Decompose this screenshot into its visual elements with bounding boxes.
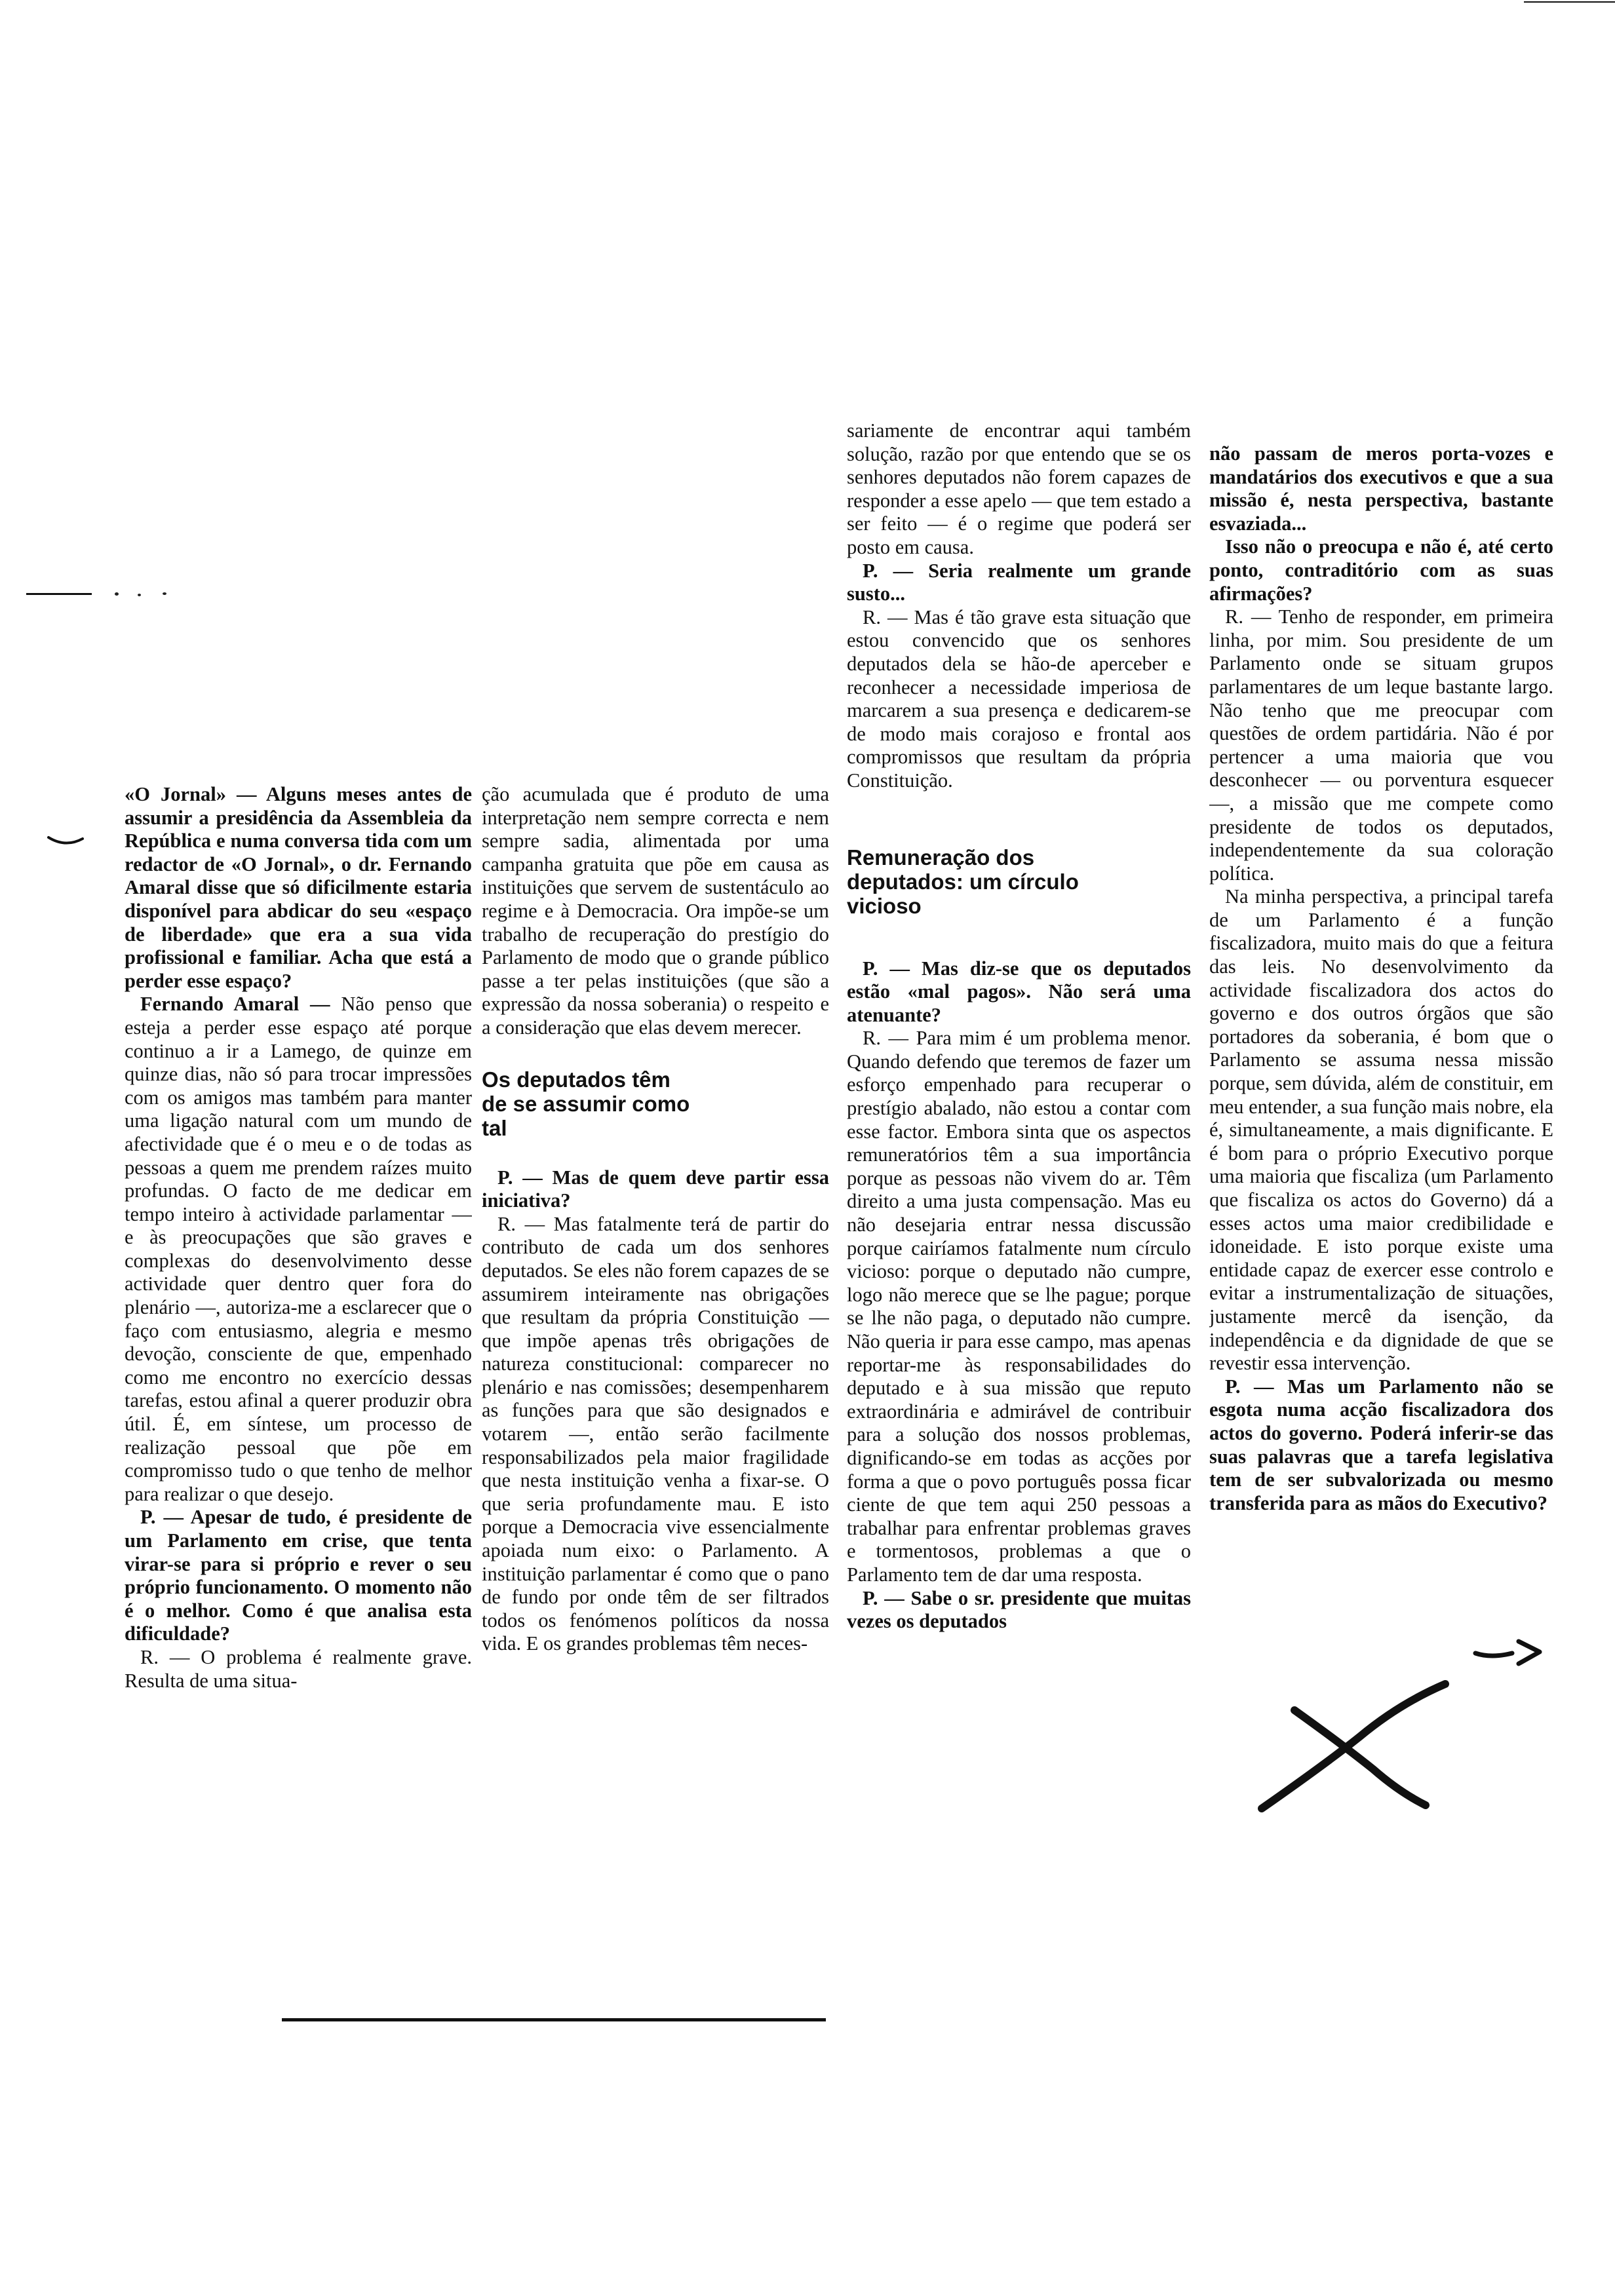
question-4: P. — Seria realmente um grande susto...	[847, 559, 1191, 605]
answer-2-start: R. — O problema é realmente grave. Resulta de uma situa-	[125, 1645, 472, 1692]
intro-answer	[125, 993, 472, 1506]
answer-7: R. — Tenho de responder, em primeira linha, por mim. Sou presidente de um Parlamento onde se situam grupos parlamentares de um leque bastante largo. Não tenho que me preocupar com questões de ordem partidária. Não é por pertencer a uma maioria que vou desconhecer — ou porventura esquecer —, a missão que me compete como presidente de todos os deputados, independentemente da sua coloração política.	[1209, 605, 1553, 885]
speaker-name: Fernando Amaral —	[140, 993, 330, 1016]
subheading-deputados: Os deputados têm de se assumir como tal	[482, 1067, 690, 1140]
margin-speck	[138, 594, 141, 596]
handwritten-cross-mark	[1249, 1671, 1465, 1822]
question-6-continued: não passam de meros porta-vozes e mandatários dos executivos e que a sua missão é, nesta perspectiva, bastante esvaziada...	[1209, 442, 1553, 535]
column-4	[1209, 442, 1553, 1825]
answer-5: R. — Para mim é um problema menor. Quando defendo que teremos de fazer um esforço empenhado para recuperar o prestígio abalado, não estou a contar com esse factor. Embora sinta que os aspectos remuneratórios têm a sua importância porque as pessoas não vivem do ar. Têm direito a uma justa compensação. Mas eu não desejaria entrar nessa discussão porque cairíamos fatalmente num círculo vicioso: porque o deputado não cumpre, logo não merece que se lhe pague; porque se lhe não paga, o deputado não cumpre. Não queria ir para esse campo, mas apenas reportar-me às responsabilidades do deputado e à sua missão que reputo extraordinária e admirável de contribuir para a solução dos nossos problemas, dignificando-se em todas as acções por forma a que o povo português possa ficar ciente de que tem aqui 250 pessoas a trabalhar para enfrentar problemas graves e tormentosos, problemas a que o Parlamento tem de dar uma resposta.	[847, 1027, 1191, 1586]
subheading-remuneracao: Remuneração dos deputados: um círculo vicioso	[847, 845, 1079, 918]
answer-text: Não penso que esteja a perder esse espaço até porque continuo a ir a Lamego, de quinze em quinze dias, não só para trocar impressões com os amigos mas também para manter uma ligação natural com um mundo de afectividade que é o meu e o de todas as pessoas a quem me prendem raízes muito profundas. O facto de me dedicar em tempo inteiro à actividade parlamentar — e às preocupações que são graves e complexas do desenvolvimento desse actividade quer dentro quer fora do plenário —, autoriza-me a esclarecer que o faço com entusiasmo, alegria e mesmo devoção, consciente de que, empenhado como me encontro no exercício dessas tarefas, estou afinal a querer produzir obra útil. É, em síntese, um processo de realização pessoal que põe em compromisso tudo o que tenho de melhor para realizar o que desejo.	[125, 993, 472, 1505]
answer-3-continued: sariamente de encontrar aqui também solução, razão por que entendo que se os senhores deputados não forem capazes de responder a esse apelo — que tem estado a ser feito — é o regime que poderá ser posto em causa.	[847, 419, 1191, 558]
intro-question: «O Jornal» — Alguns meses antes de assumir a presidência da Assembleia da República e numa conversa tida com um redactor de «O Jornal», o dr. Fernando Amaral disse que só dificilmente estaria disponível para abdicar do seu «espaço de liberdade» que era a sua vida profissional e familiar. Acha que está a perder esse espaço?	[125, 783, 472, 992]
answer-2-continued: ção acumulada que é produto de uma interpretação nem sempre correcta e nem sempre sadia, alimentada por uma campanha gratuita que põe em causa as instituições que servem de sustentáculo ao regime e à Democracia. Ora impõe-se um trabalho de recuperação do prestígio do Parlamento de modo que o grande público passe a ter pelas instituições (que são a expressão da nossa soberania) o respeito e a consideração que elas devem merecer.	[482, 783, 829, 1039]
answer-3: R. — Mas fatalmente terá de partir do contributo de cada um dos senhores deputados. Se eles não forem capazes de se assumirem inteiramente nas obrigações que resultam da própria Constituição — que impõe apenas três obrigações de natureza constitucional: comparecer no plenário e nas comissões; desempenharem as funções para que são designados e votarem —, então serão facilmente responsabilizados pela maior fragilidade que nesta instituição venha a fixar-se. O que seria profundamente mau. E isto porque a Democracia vive essencialmente apoiada num eixo: o Parlamento. A instituição parlamentar é como que o pano de fundo por onde têm de ser filtrados todos os fenómenos políticos da nossa vida. E os grandes problemas têm neces-	[482, 1212, 829, 1655]
answer-4: R. — Mas é tão grave esta situação que estou convencido que os senhores deputados dela se hão-de aperceber e reconhecer a necessidade imperiosa de marcarem a sua presença e dedicarem-se de modo mais corajoso e frontal aos compromissos que resultam da própria Constituição.	[847, 605, 1191, 792]
question-2: P. — Apesar de tudo, é presidente de um Parlamento em crise, que tenta virar-se para si próprio e rever o seu próprio funcionamento. O momento não é o melhor. Como é que analisa esta dificuldade?	[125, 1506, 472, 1645]
column-1	[125, 783, 472, 1776]
question-3: P. — Mas de quem deve partir essa iniciativa?	[482, 1166, 829, 1212]
question-7: Isso não o preocupa e não é, até certo ponto, contraditório com as suas afirmações?	[1209, 535, 1553, 605]
question-8: P. — Mas um Parlamento não se esgota numa acção fiscalizadora dos actos do governo. Poderá inferir-se das suas palavras que a tarefa legislativa tem de ser subvalorizada ou mesmo transferida para as mãos do Executivo?	[1209, 1375, 1553, 1514]
question-6: P. — Sabe o sr. presidente que muitas vezes os deputados	[847, 1586, 1191, 1633]
bottom-rule	[282, 2018, 826, 2021]
right-margin-arrow	[1471, 1635, 1547, 1671]
answer-7-part-2: Na minha perspectiva, a principal tarefa de um Parlamento é a função fiscalizadora, muito mais do que a feitura das leis. No desenvolvimento da actividade fiscalizadora dos actos do governo e dos outros órgãos que são portadores da soberania, é bom que o Parlamento se assuma nessa missão porque, sem dúvida, além de constituir, em meu entender, a sua função mais nobre, ela é, simultaneamente, a mais dignificante. E é bom para o próprio Executivo porque uma maioria que fiscaliza (um Parlamento que fiscaliza os actos do Governo) dá a esses actos uma maior credibilidade e idoneidade. E isto porque existe uma entidade capaz de exercer esse controlo e evitar a instrumentalização de situações, justamente mercê da isenção, da independência e da dignidade de que se revestir essa intervenção.	[1209, 885, 1553, 1375]
margin-speck	[163, 592, 166, 595]
question-5: P. — Mas diz-se que os deputados estão «mal pagos». Não será uma atenuante?	[847, 957, 1191, 1026]
column-2	[482, 783, 829, 1776]
left-margin-mark	[46, 832, 85, 852]
top-right-edge-line	[1524, 1, 1615, 3]
column-3	[847, 419, 1191, 1999]
margin-speck	[115, 592, 119, 596]
left-margin-dash	[26, 593, 92, 595]
